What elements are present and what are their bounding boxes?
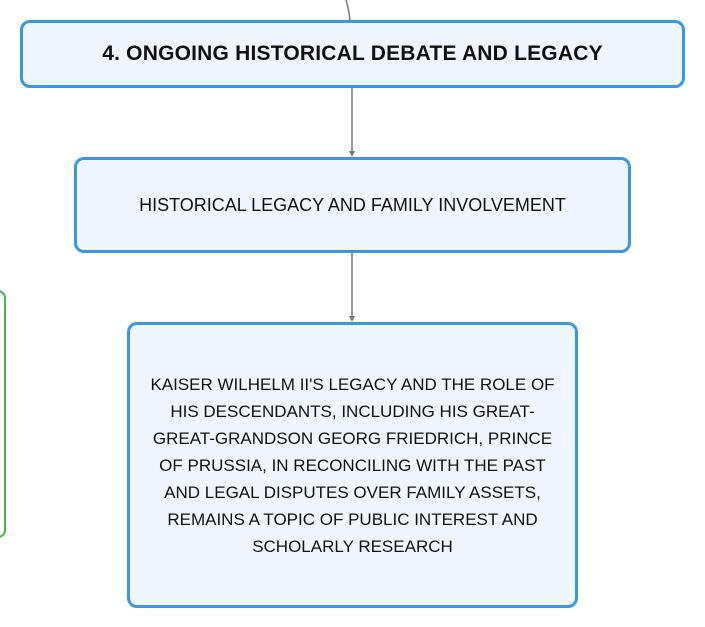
main-node[interactable] — [20, 20, 685, 88]
detail-node[interactable] — [127, 322, 578, 608]
main-node-label: 4. ONGOING HISTORICAL DEBATE AND LEGACY — [102, 42, 603, 65]
detail-node-label: KAISER WILHELM II'S LEGACY AND THE ROLE OF HIS DESCENDANTS, INCLUDING HIS GREAT-GREAT-GRANDSON GEORG FRIEDRICH, PRINCE OF PRUSSIA, IN RECONCILING WITH THE PAST AND LEGAL DISPUTES OVER FAMILY ASSETS, REMAINS A TOPIC OF PUBLIC INTEREST AND SCHOLARLY RESEARCH — [150, 374, 555, 556]
side-node-partial[interactable] — [0, 290, 6, 538]
sub-node[interactable] — [74, 157, 631, 253]
sub-node-label: HISTORICAL LEGACY AND FAMILY INVOLVEMENT — [139, 194, 566, 215]
connector-from-parent — [346, 0, 350, 20]
